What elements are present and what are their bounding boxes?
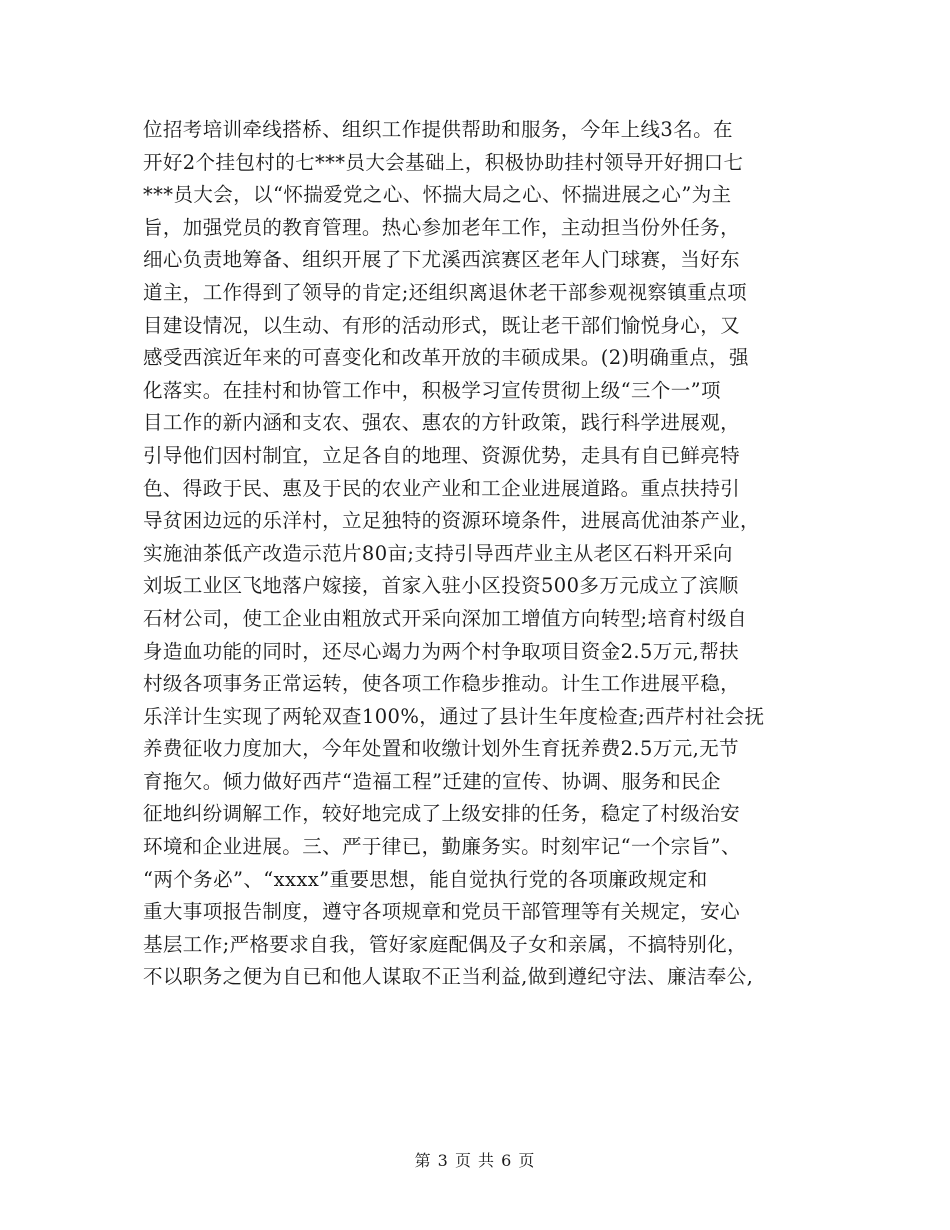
text-line: 不以职务之便为自已和他人谋取不正当利益,做到遵纪守法、廉洁奉公, [143,965,754,989]
text-line: 感受西滨近年来的可喜变化和改革开放的丰硕成果。(2)明确重点，强 [143,346,749,370]
text-line: 环境和企业进展。三、严于律已，勤廉务实。时刻牢记“一个宗旨”、 [143,835,741,859]
text-line: 色、得政于民、惠及于民的农业产业和工企业进展道路。重点扶持引 [143,476,741,500]
text-line: 乐洋计生实现了两轮双查100%，通过了县计生年度检查;西芹村社会抚 [143,704,765,728]
text-line: 引导他们因村制宜，立足各自的地理、资源优势，走具有自已鲜亮特 [143,443,741,467]
text-line: 化落实。在挂村和协管工作中，积极学习宣传贯彻上级“三个一”项 [143,378,721,402]
text-line: 村级各项事务正常运转，使各项工作稳步推动。计生工作进展平稳， [143,672,741,696]
body-text [143,114,843,994]
text-line: 旨，加强党员的教育管理。热心参加老年工作，主动担当份外任务， [143,215,741,239]
text-line: 位招考培训牵线搭桥、组织工作提供帮助和服务，今年上线3名。在 [143,118,733,141]
text-line: 基层工作;严格要求自我，管好家庭配偶及子女和亲属，不搞特别化， [143,932,747,956]
text-line: 细心负责地筹备、组织开展了下尤溪西滨赛区老年人门球赛，当好东 [143,248,741,272]
text-line: 实施油茶低产改造示范片80亩;支持引导西芹业主从老区石料开采向 [143,541,733,565]
text-line: 石材公司，使工企业由粗放式开采向深加工增值方向转型;培育村级自 [143,606,747,630]
text-line: “两个务必”、“xxxx”重要思想，能自觉执行党的各项廉政规定和 [143,867,708,891]
text-line: 目建设情况，以生动、有形的活动形式，既让老干部们愉悦身心，又 [143,313,741,337]
text-line: 身造血功能的同时，还尽心竭力为两个村争取项目资金2.5万元,帮扶 [143,639,740,663]
page-footer: 第 3 页 共 6 页 [414,1151,536,1170]
text-line: 导贫困边远的乐洋村，立足独特的资源环境条件，进展高优油茶产业， [143,509,760,533]
text-line: 开好2个挂包村的七***员大会基础上，积极协助挂村领导开好拥口七 [143,150,744,174]
text-line: 养费征收力度加大，今年处置和收缴计划外生育抚养费2.5万元,无节 [143,737,740,761]
text-line: 道主，工作得到了领导的肯定;还组织离退休老干部参观视察镇重点项 [143,280,747,304]
text-line: ***员大会，以“怀揣爱党之心、怀揣大局之心、怀揣进展之心”为主 [143,183,732,207]
text-line: 目工作的新内涵和支农、强农、惠农的方针政策，践行科学进展观， [143,411,741,435]
text-line: 重大事项报告制度，遵守各项规章和党员干部管理等有关规定，安心 [143,900,741,924]
text-line: 育拖欠。倾力做好西芹“造福工程”迁建的宣传、协调、服务和民企 [143,769,721,793]
text-line: 征地纠纷调解工作，较好地完成了上级安排的任务，稳定了村级治安 [143,802,741,826]
text-line: 刘坂工业区飞地落户嫁接，首家入驻小区投资500多万元成立了滨顺 [143,574,739,598]
